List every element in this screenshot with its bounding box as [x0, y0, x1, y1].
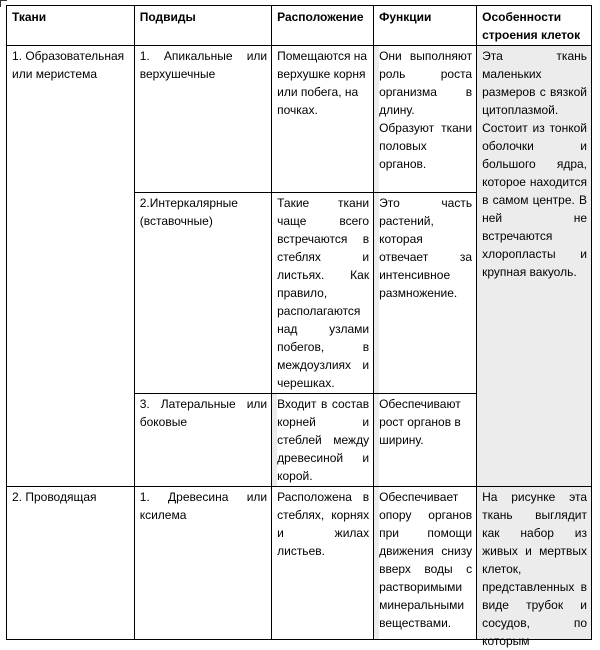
subtype-cell	[134, 487, 271, 640]
location-text: Помещаются на верхушке корня или побега, на почках.	[277, 49, 368, 117]
function-text: Обеспечивает опору органов при помощи движения снизу вверх воды с растворимыми минеральными веществами.	[379, 490, 473, 630]
subtype-cell	[134, 193, 271, 394]
tissue-name: 1. Образовательная или меристема	[12, 49, 125, 81]
cell-shading	[374, 193, 379, 393]
location-text: Расположена в стеблях, корнях и жилах листьев.	[277, 490, 370, 558]
subtype-cell	[134, 394, 271, 487]
features-text: На рисунке эта ткань выглядит как набор из живых и мертвых клеток, представленных в виде трубок и сосудов, по которым	[482, 490, 587, 648]
header-cell-features: Особенности строения клеток	[477, 6, 592, 46]
features-cell-meristem	[477, 46, 592, 487]
location-text: Входит в состав корней и стеблей между древесиной и корой.	[277, 397, 370, 483]
table-row	[7, 487, 592, 640]
location-cell	[272, 394, 374, 487]
tissue-name: 2. Проводящая	[12, 490, 97, 504]
header-tissues: Ткани	[7, 6, 135, 46]
subtype-cell	[134, 46, 271, 193]
function-text: Это часть растений, которая отвечает за интенсивное размножение.	[379, 196, 473, 300]
subtype-name: 3. Латеральные или боковые	[139, 397, 268, 429]
location-cell	[272, 193, 374, 394]
header-functions: Функции	[374, 6, 477, 46]
location-text: Такие ткани чаще всего встречаются в стеблях и листьях. Как правило, располагаются над узлами побегов, в междоузлиях и черешках.	[277, 196, 370, 390]
function-text: Они выполняют роль роста организма в длину.	[379, 49, 473, 117]
plant-tissue-table	[6, 5, 592, 648]
tissue-cell-meristem	[7, 46, 135, 487]
header-subtypes: Подвиды	[134, 6, 271, 46]
cell-shading	[374, 394, 379, 486]
table-header-row	[7, 6, 592, 46]
function-text: Образуют ткани половых органов.	[379, 121, 473, 171]
cell-shading	[374, 46, 379, 192]
tissue-cell-conducting	[7, 487, 135, 640]
function-text: Обеспечивают рост органов в ширину.	[379, 397, 461, 447]
cell-shading	[374, 487, 379, 639]
functions-cell	[374, 193, 477, 394]
subtype-name: 1. Апикальные или верхушечные	[139, 49, 268, 81]
location-cell	[272, 487, 374, 640]
subtype-name: 2.Интеркалярные (вставочные)	[139, 196, 238, 228]
features-cell-conducting	[477, 487, 592, 648]
functions-cell	[374, 394, 477, 487]
header-location: Расположение	[272, 6, 374, 46]
functions-cell	[374, 46, 477, 193]
location-cell	[272, 46, 374, 193]
table-row	[7, 46, 592, 193]
subtype-name: 1. Древесина или ксилема	[139, 490, 268, 522]
functions-cell	[374, 487, 477, 640]
cell-shading	[272, 394, 277, 486]
features-text: Эта ткань маленьких размеров с вязкой цитоплазмой. Состоит из тонкой оболочки и большого ядра, которое находится в самом центре. В ней не встречаются хлоропласты и крупная вакуоль.	[482, 49, 587, 279]
